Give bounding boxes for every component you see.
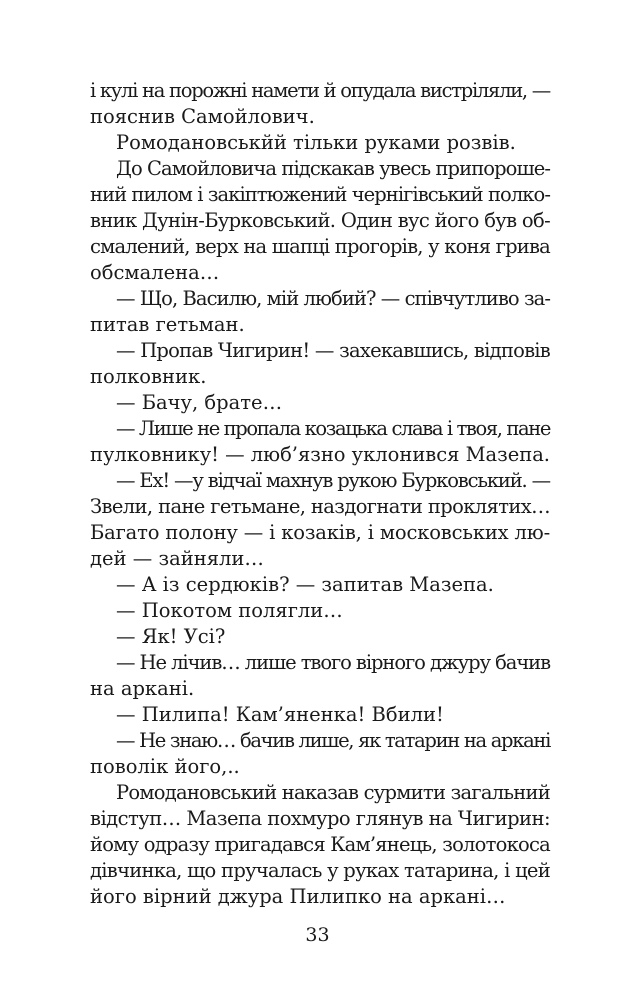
text-line: Ромодановський наказав сурмити загальний: [116, 781, 550, 804]
text-line: ний пилом і закіптюжений чернігівський полко-: [90, 183, 550, 206]
text-line: його вірний джура Пилипко на аркані…: [90, 885, 506, 908]
text-line: обсмалена…: [90, 261, 220, 284]
text-line: До Самойловича підскакав увесь припороше-: [116, 157, 551, 180]
text-line: смалений, верх на шапці прогорів, у коня грива: [90, 235, 551, 258]
text-line: — Лише не пропала козацька слава і твоя, пане: [116, 417, 550, 440]
text-line: — Покотом полягли…: [116, 599, 343, 622]
text-line: — Пилипа! Кам’яненка! Вбили!: [116, 703, 444, 726]
text-line: вник Дунін-Бурковський. Один вус його був об-: [90, 209, 550, 232]
text-line: і кулі на порожні намети й опудала вистріляли, —: [90, 79, 550, 102]
text-line: — Пропав Чигирин! — захекавшись, відповів: [116, 339, 550, 362]
text-line: питав гетьман.: [90, 313, 245, 336]
text-line: — Ех! —у відчаї махнув рукою Бурковський. —: [116, 469, 550, 492]
text-line: — Як! Усі?: [116, 625, 226, 648]
text-line: відступ… Мазепа похмуро глянув на Чигирин:: [90, 807, 551, 830]
text-line: йому одразу пригадався Кам’янець, золотокоса: [90, 833, 550, 856]
text-line: дівчинка, що пручалась у руках татарина, і цей: [90, 859, 551, 882]
page-number: 33: [305, 924, 330, 946]
text-line: полковник.: [90, 365, 207, 388]
text-line: — Що, Василю, мій любий? — співчутливо за-: [116, 287, 550, 310]
text-line: — Не знаю… бачив лише, як татарин на аркані: [116, 729, 550, 752]
text-line: Ромодановськйй тільки руками розвів.: [116, 131, 516, 154]
text-line: поволік його,..: [90, 755, 240, 778]
text-line: — А із сердюків? — запитав Мазепа.: [116, 573, 494, 596]
text-line: Звели, пане гетьмане, наздогнати проклятих…: [90, 495, 550, 518]
text-line: — Бачу, брате…: [116, 391, 283, 414]
body-text: [90, 78, 550, 910]
text-line: Багато полону — і козаків, і московських лю-: [90, 521, 551, 544]
text-line: пулковнику! — люб’язно уклонився Мазепа.: [90, 443, 550, 466]
text-line: на аркані.: [90, 677, 195, 700]
text-line: пояснив Самойлович.: [90, 105, 315, 128]
text-line: дей — зайняли…: [90, 547, 264, 570]
text-line: — Не лічив… лише твого вірного джуру бачив: [116, 651, 551, 674]
